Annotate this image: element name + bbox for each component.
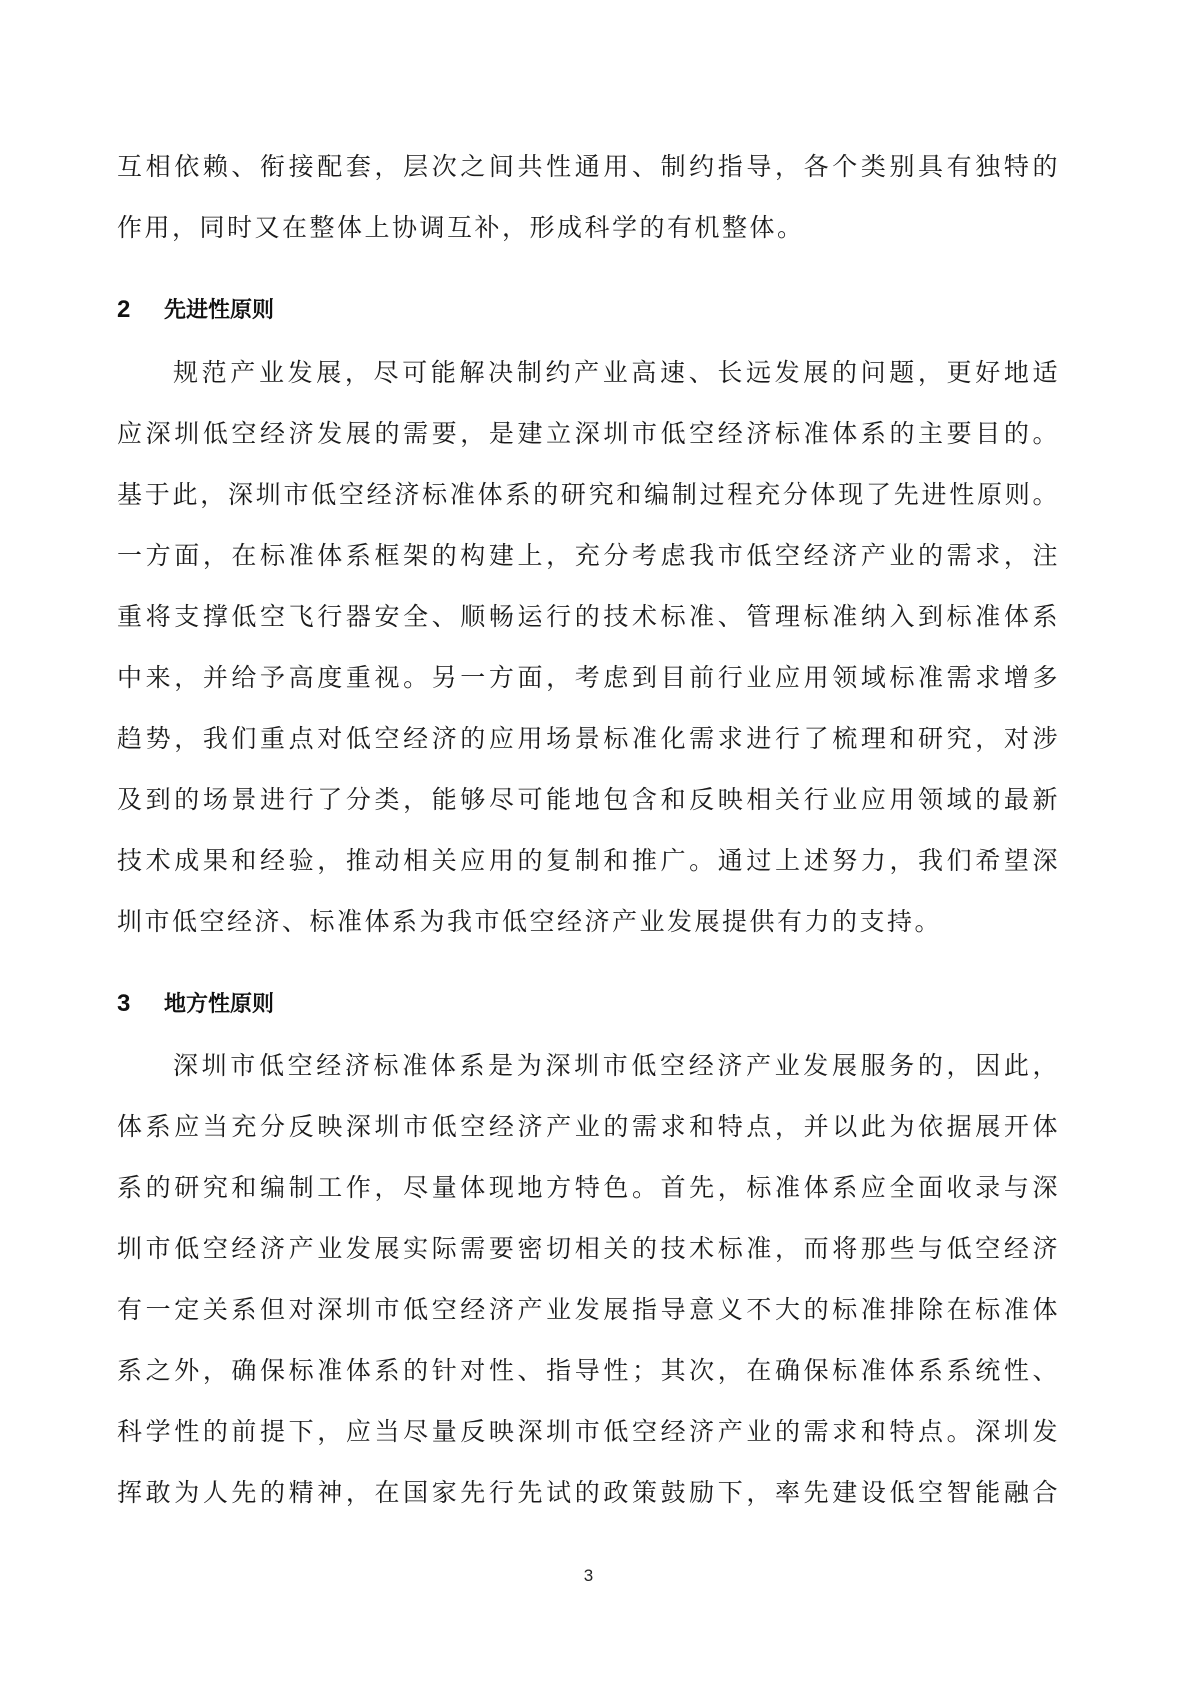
paragraph-line: 及到的场景进行了分类，能够尽可能地包含和反映相关行业应用领域的最新 — [117, 785, 1060, 814]
paragraph-line: 系的研究和编制工作，尽量体现地方特色。首先，标准体系应全面收录与深 — [117, 1173, 1060, 1202]
section-heading — [117, 290, 1060, 330]
paragraph — [117, 1035, 1060, 1523]
paragraph-line: 圳市低空经济、标准体系为我市低空经济产业发展提供有力的支持。 — [117, 907, 943, 936]
paragraph-line: 系之外，确保标准体系的针对性、指导性；其次，在确保标准体系系统性、 — [117, 1356, 1060, 1385]
paragraph-line: 深圳市低空经济标准体系是为深圳市低空经济产业发展服务的，因此， — [173, 1051, 1060, 1080]
section-number: 2 — [117, 296, 131, 323]
paragraph-line: 体系应当充分反映深圳市低空经济产业的需求和特点，并以此为依据展开体 — [117, 1112, 1060, 1141]
section-title: 先进性原则 — [164, 297, 275, 322]
paragraph-line: 基于此，深圳市低空经济标准体系的研究和编制过程充分体现了先进性原则。 — [117, 480, 1060, 509]
paragraph-line: 科学性的前提下，应当尽量反映深圳市低空经济产业的需求和特点。深圳发 — [117, 1417, 1060, 1446]
paragraph-line: 挥敢为人先的精神，在国家先行先试的政策鼓励下，率先建设低空智能融合 — [117, 1478, 1060, 1507]
paragraph-line: 有一定关系但对深圳市低空经济产业发展指导意义不大的标准排除在标准体 — [117, 1295, 1060, 1324]
page-number: 3 — [583, 1566, 594, 1585]
paragraph — [117, 342, 1060, 952]
paragraph-line: 中来，并给予高度重视。另一方面，考虑到目前行业应用领域标准需求增多 — [117, 663, 1060, 692]
paragraph-continuation — [117, 136, 1060, 258]
paragraph-line: 应深圳低空经济发展的需要，是建立深圳市低空经济标准体系的主要目的。 — [117, 419, 1060, 448]
section-title: 地方性原则 — [164, 991, 275, 1016]
paragraph-line: 作用，同时又在整体上协调互补，形成科学的有机整体。 — [117, 213, 805, 242]
paragraph-line: 一方面，在标准体系框架的构建上，充分考虑我市低空经济产业的需求，注 — [117, 541, 1060, 570]
paragraph-line: 技术成果和经验，推动相关应用的复制和推广。通过上述努力，我们希望深 — [117, 846, 1060, 875]
section-number: 3 — [117, 990, 131, 1017]
paragraph-line: 趋势，我们重点对低空经济的应用场景标准化需求进行了梳理和研究，对涉 — [117, 724, 1060, 753]
paragraph-line: 圳市低空经济产业发展实际需要密切相关的技术标准，而将那些与低空经济 — [117, 1234, 1060, 1263]
paragraph-line: 重将支撑低空飞行器安全、顺畅运行的技术标准、管理标准纳入到标准体系 — [117, 602, 1060, 631]
paragraph-line: 互相依赖、衔接配套，层次之间共性通用、制约指导，各个类别具有独特的 — [117, 152, 1060, 181]
paragraph-line: 规范产业发展，尽可能解决制约产业高速、长远发展的问题，更好地适 — [173, 358, 1060, 387]
section-heading — [117, 984, 1060, 1024]
